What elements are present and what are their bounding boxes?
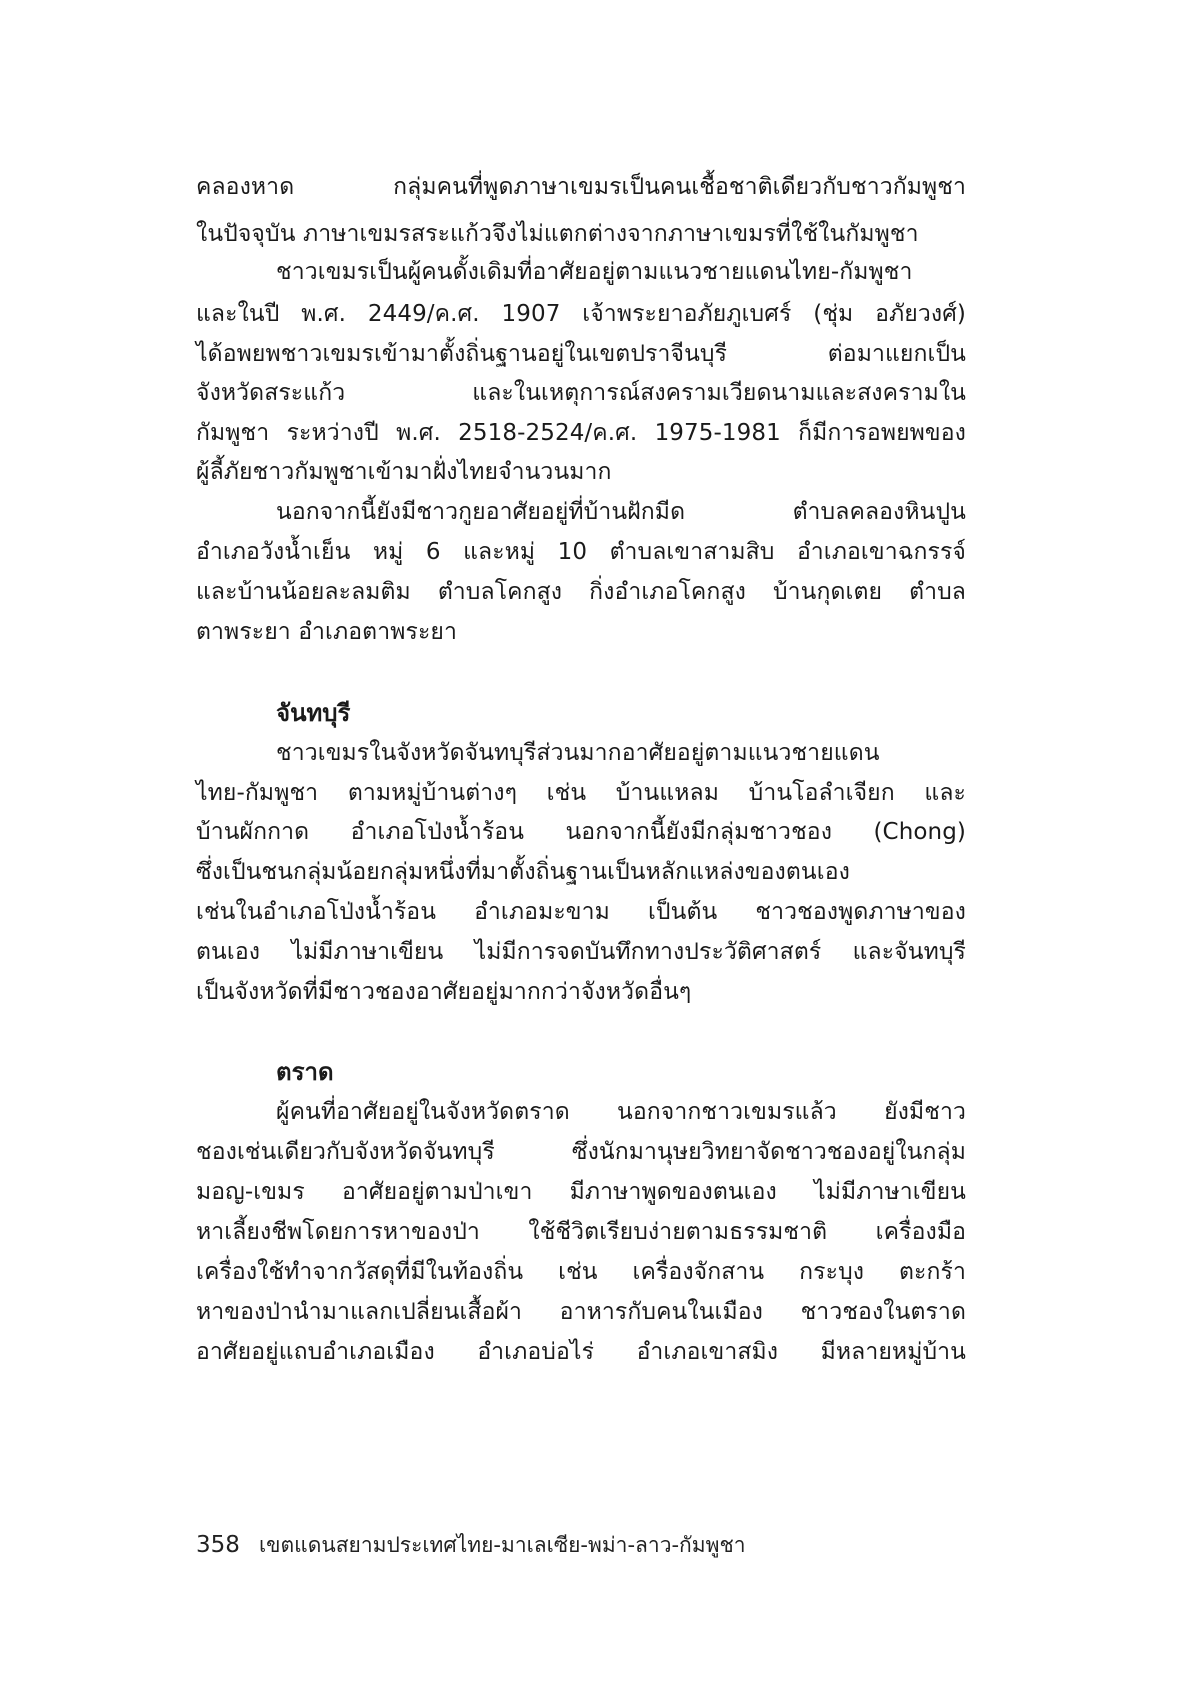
text-line: ผู้คนที่อาศัยอยู่ในจังหวัดตราด นอกจากชาวเขมรแล้ว ยังมีชาว — [276, 1099, 966, 1125]
text-line: ผู้ลี้ภัยชาวกัมพูชาเข้ามาฝั่งไทยจำนวนมาก — [196, 459, 612, 485]
text-line: คลองหาด กลุ่มคนที่พูดภาษาเขมรเป็นคนเชื้อชาติเดียวกับชาวกัมพูชา — [196, 174, 966, 200]
text-line: ในปัจจุบัน ภาษาเขมรสระแก้วจึงไม่แตกต่างจากภาษาเขมรที่ใช้ในกัมพูชา — [196, 221, 919, 247]
text-line: นอกจากนี้ยังมีชาวกูยอาศัยอยู่ที่บ้านฝักมีด ตำบลคลองหินปูน — [276, 499, 966, 525]
text-line: อาศัยอยู่แถบอำเภอเมือง อำเภอบ่อไร่ อำเภอเขาสมิง มีหลายหมู่บ้าน — [196, 1339, 966, 1365]
text-line: กัมพูชา ระหว่างปี พ.ศ. 2518-2524/ค.ศ. 1975-1981 ก็มีการอพยพของ — [196, 420, 966, 446]
text-line: หาของป่านำมาแลกเปลี่ยนเสื้อผ้า อาหารกับคนในเมือง ชาวชองในตราด — [196, 1299, 966, 1325]
text-line: ซึ่งเป็นชนกลุ่มน้อยกลุ่มหนึ่งที่มาตั้งถิ่นฐานเป็นหลักแหล่งของตนเอง — [196, 859, 850, 885]
text-line: ชองเช่นเดียวกับจังหวัดจันทบุรี ซึ่งนักมานุษยวิทยาจัดชาวชองอยู่ในกลุ่ม — [196, 1139, 966, 1165]
text-line: อำเภอวังน้ำเย็น หมู่ 6 และหมู่ 10 ตำบลเขาสามสิบ อำเภอเขาฉกรรจ์ — [196, 539, 966, 565]
section-heading-trat: ตราด — [276, 1058, 334, 1086]
text-line: ตาพระยา อำเภอตาพระยา — [196, 619, 457, 645]
text-line: ได้อพยพชาวเขมรเข้ามาตั้งถิ่นฐานอยู่ในเขตปราจีนบุรี ต่อมาแยกเป็น — [196, 341, 966, 367]
text-line: และในปี พ.ศ. 2449/ค.ศ. 1907 เจ้าพระยาอภัยภูเบศร์ (ชุ่ม อภัยวงศ์) — [196, 301, 966, 327]
text-line: เช่นในอำเภอโป่งน้ำร้อน อำเภอมะขาม เป็นต้น ชาวชองพูดภาษาของ — [196, 899, 966, 925]
text-line: จังหวัดสระแก้ว และในเหตุการณ์สงครามเวียดนามและสงครามใน — [196, 380, 966, 406]
text-line: ชาวเขมรเป็นผู้คนดั้งเดิมที่อาศัยอยู่ตามแนวชายแดนไทย-กัมพูชา — [276, 259, 913, 285]
text-line: บ้านผักกาด อำเภอโป่งน้ำร้อน นอกจากนี้ยังมีกลุ่มชาวชอง (Chong) — [196, 819, 966, 845]
text-line: ไทย-กัมพูชา ตามหมู่บ้านต่างๆ เช่น บ้านแหลม บ้านโอลำเจียก และ — [196, 780, 966, 806]
section-heading-chanthaburi: จันทบุรี — [276, 699, 351, 727]
running-title: เขตแดนสยามประเทศไทย-มาเลเซีย-พม่า-ลาว-กัมพูชา — [259, 1533, 746, 1557]
page-number: 358 — [196, 1532, 240, 1558]
page-footer — [196, 1527, 746, 1563]
text-line: และบ้านน้อยละลมติม ตำบลโคกสูง กิ่งอำเภอโคกสูง บ้านกุดเตย ตำบล — [196, 579, 966, 605]
text-line: ชาวเขมรในจังหวัดจันทบุรีส่วนมากอาศัยอยู่ตามแนวชายแดน — [276, 740, 880, 766]
text-line: มอญ-เขมร อาศัยอยู่ตามป่าเขา มีภาษาพูดของตนเอง ไม่มีภาษาเขียน — [196, 1179, 966, 1205]
text-line: เป็นจังหวัดที่มีชาวชองอาศัยอยู่มากกว่าจังหวัดอื่นๆ — [196, 979, 692, 1005]
text-line: เครื่องใช้ทำจากวัสดุที่มีในท้องถิ่น เช่น เครื่องจักสาน กระบุง ตะกร้า — [196, 1259, 966, 1285]
text-line: หาเลี้ยงชีพโดยการหาของป่า ใช้ชีวิตเรียบง่ายตามธรรมชาติ เครื่องมือ — [196, 1219, 966, 1245]
text-line: ตนเอง ไม่มีภาษาเขียน ไม่มีการจดบันทึกทางประวัติศาสตร์ และจันทบุรี — [196, 939, 966, 965]
